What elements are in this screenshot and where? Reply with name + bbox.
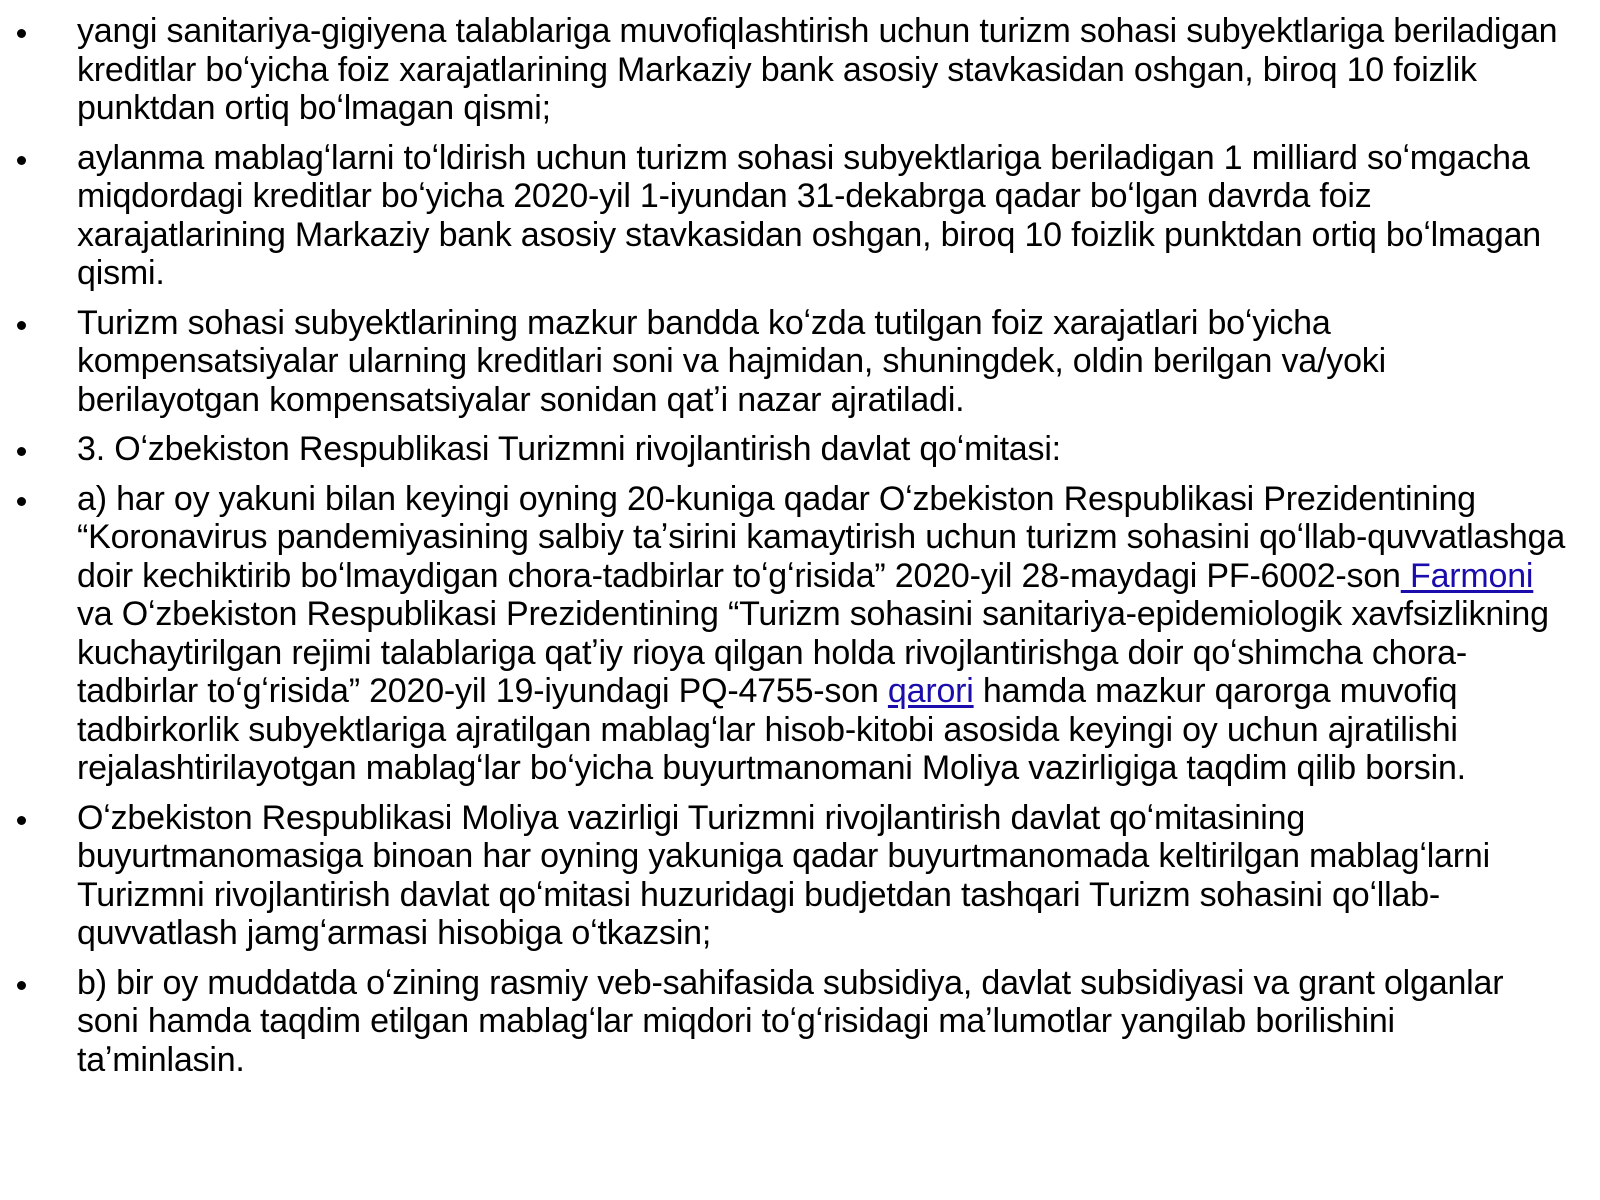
bullet-icon [17,29,26,38]
list-item-text-part: va Oʻzbekiston Respublikasi Prezidentining “Turizm sohasini sanitariya-epidemiologik xavfsizlikning kuchaytirilgan rejimi talablariga qatʼiy rioya qilgan holda rivojlantirishga doir qoʻshimcha chora-tadbirlar toʻgʻrisida” 2020-yil 19-iyundagi PQ-4755-son [77,595,1549,710]
bullet-list [0,12,1600,1079]
list-item [77,430,1600,469]
list-item-text-part: hamda mazkur qarorga muvofiq tadbirkorlik subyektlariga ajratilgan mablagʻlar hisob-kitobi asosida keyingi oy uchun ajratilishi rejalashtirilayotgan mablagʻlar boʻyicha buyurtmanomani Moliya vazirligiga taqdim qilib borsin. [77,672,1466,787]
list-item [77,139,1600,293]
bullet-icon [17,981,26,990]
bullet-icon [17,816,26,825]
list-item-text: b) bir oy muddatda oʻzining rasmiy veb-sahifasida subsidiya, davlat subsidiyasi va grant olganlar soni hamda taqdim etilgan mablagʻlar miqdori toʻgʻrisidagi maʼlumotlar yangilab borilishini taʼminlasin. [77,963,1504,1079]
list-item-text: Oʻzbekiston Respublikasi Moliya vazirligi Turizmni rivojlantirish davlat qoʻmitasining buyurtmanomasiga binoan har oyning yakuniga qadar buyurtmanomada keltirilgan mablagʻlarni Turizmni rivojlantirish davlat qoʻmitasi huzuridagi budjetdan tashqari Turizm sohasini qoʻllab-quvvatlash jamgʻarmasi hisobiga oʻtkazsin; [77,798,1490,952]
list-item-text: 3. Oʻzbekiston Respublikasi Turizmni rivojlantirish davlat qoʻmitasi: [77,430,1061,468]
list-item [77,12,1600,128]
bullet-icon [17,497,26,506]
list-item [77,964,1600,1080]
list-item-text: Turizm sohasi subyektlarining mazkur bandda koʻzda tutilgan foiz xarajatlari boʻyicha kompensatsiyalar ularning kreditlari soni va hajmidan, shuningdek, oldin berilgan va/yoki berilayotgan kompensatsiyalar sonidan qatʼi nazar ajratiladi. [77,303,1386,419]
list-item [77,304,1600,420]
bullet-icon [17,321,26,330]
document-slide [0,12,1600,1090]
list-item [77,799,1600,953]
list-item-text-part: a) har oy yakuni bilan keyingi oyning 20-kuniga qadar Oʻzbekiston Respublikasi Prezidentining “Koronavirus pandemiyasining salbiy taʼsirini kamaytirish uchun turizm sohasini qoʻllab-quvvatlashga doir kechiktirib boʻlmaydigan chora-tadbirlar toʻgʻrisida” 2020-yil 28-maydagi PF-6002-son [77,479,1566,595]
list-item-text: yangi sanitariya-gigiyena talablariga muvofiqlashtirish uchun turizm sohasi subyektlariga beriladigan kreditlar boʻyicha foiz xarajatlarining Markaziy bank asosiy stavkasidan oshgan, biroq 10 foizlik punktdan ortiq boʻlmagan qismi; [77,12,1558,127]
qarori-link[interactable]: qarori [887,672,974,710]
bullet-icon [17,156,26,165]
list-item-text: aylanma mablagʻlarni toʻldirish uchun turizm sohasi subyektlariga beriladigan 1 milliard soʻmgacha miqdordagi kreditlar boʻyicha 2020-yil 1-iyundan 31-dekabrga qadar boʻlgan davrda foiz xarajatlarining Markaziy bank asosiy stavkasidan oshgan, biroq 10 foizlik punktdan ortiq boʻlmagan qismi. [77,138,1541,292]
bullet-icon [17,447,26,456]
list-item [77,480,1600,788]
farmoni-link[interactable]: Farmoni [1400,556,1534,595]
